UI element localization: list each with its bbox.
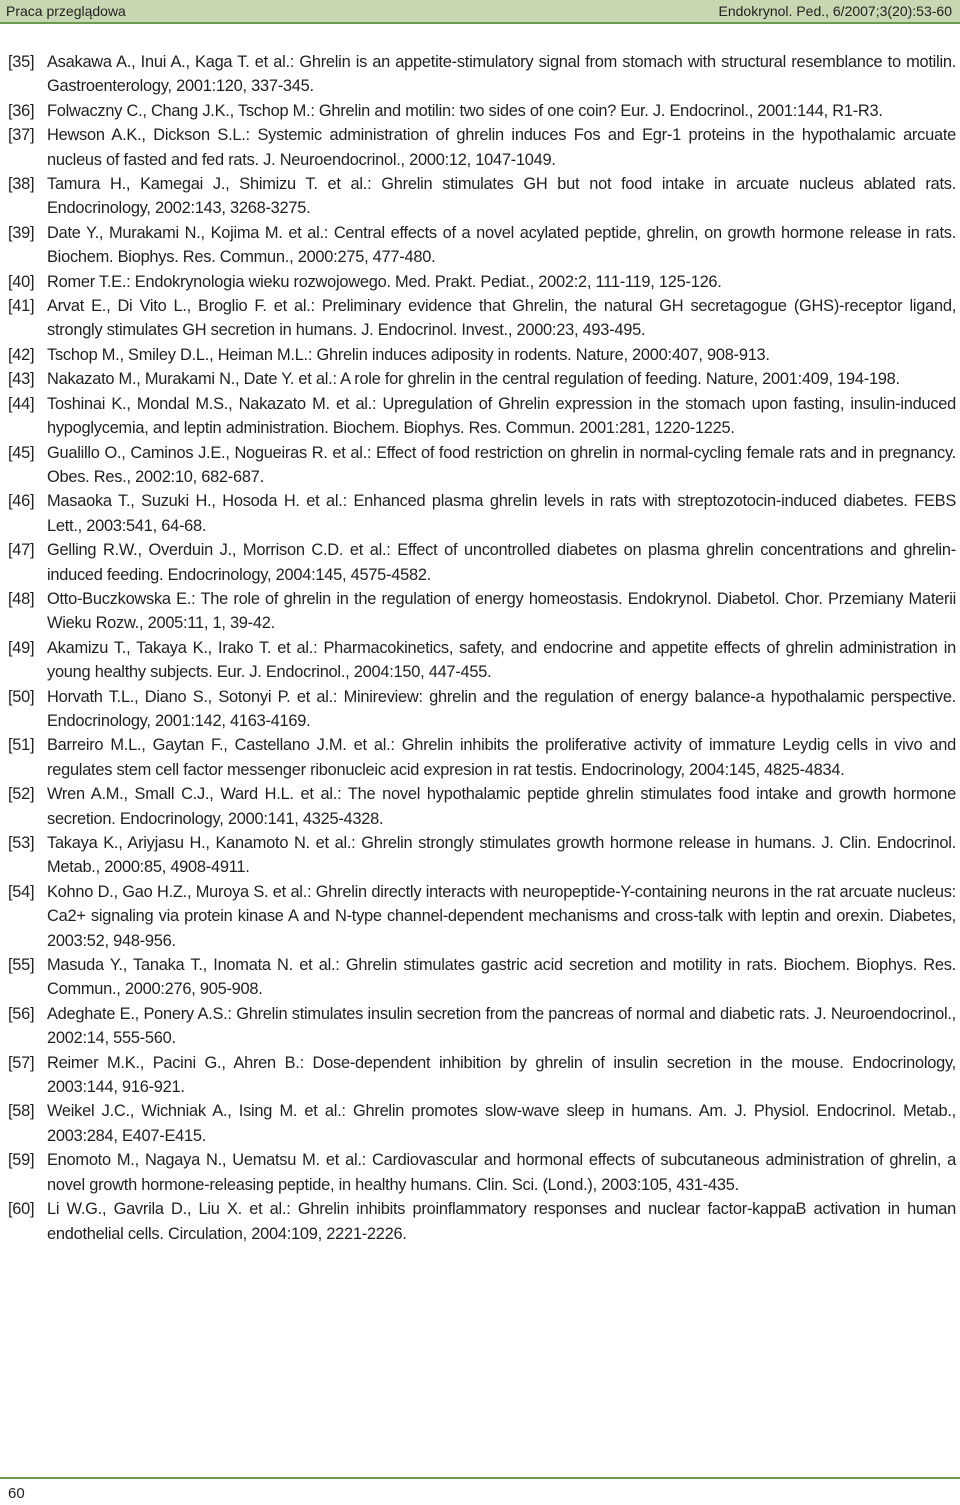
reference-item xyxy=(8,367,956,391)
reference-number: [44] xyxy=(8,394,35,413)
section-label: Praca przeglądowa xyxy=(6,3,126,19)
journal-citation: Endokrynol. Ped., 6/2007;3(20):53-60 xyxy=(718,3,952,19)
reference-item xyxy=(8,99,956,123)
reference-item xyxy=(8,538,956,587)
reference-text: Arvat E., Di Vito L., Broglio F. et al.: Preliminary evidence that Ghrelin, the natural GH secretagogue (GHS)-receptor ligand, strongly stimulates GH secretion in humans. J. Endocrinol. Invest., 2000:23, 493-495. xyxy=(47,297,956,340)
header-rule xyxy=(0,22,960,24)
reference-list xyxy=(8,50,956,1246)
reference-item xyxy=(8,392,956,441)
reference-number: [57] xyxy=(8,1053,35,1072)
reference-number: [38] xyxy=(8,175,35,194)
reference-text: Enomoto M., Nagaya N., Uematsu M. et al.: Cardiovascular and hormonal effects of subcutaneous administration of ghrelin, a novel growth hormone-releasing peptide, in healthy humans. Clin. Sci. (Lond.), 2003:105, 431-435. xyxy=(47,1151,956,1194)
reference-item xyxy=(8,880,956,953)
reference-text: Masuda Y., Tanaka T., Inomata N. et al.: Ghrelin stimulates gastric acid secretion and motility in rats. Biochem. Biophys. Res. Commun., 2000:276, 905-908. xyxy=(47,956,956,999)
reference-text: Folwaczny C., Chang J.K., Tschop M.: Ghrelin and motilin: two sides of one coin? Eur. J. Endocrinol., 2001:144, R1-R3. xyxy=(47,101,883,120)
reference-text: Asakawa A., Inui A., Kaga T. et al.: Ghrelin is an appetite-stimulatory signal from stomach with structural resemblance to motilin. Gastroenterology, 2001:120, 337-345. xyxy=(47,53,956,96)
reference-text: Date Y., Murakami N., Kojima M. et al.: Central effects of a novel acylated peptide, ghrelin, on growth hormone release in rats. Biochem. Biophys. Res. Commun., 2000:275, 477-480. xyxy=(47,223,956,267)
reference-number: [43] xyxy=(8,370,35,389)
reference-item xyxy=(8,489,956,538)
reference-number: [42] xyxy=(8,345,35,364)
reference-text: Weikel J.C., Wichniak A., Ising M. et al.: Ghrelin promotes slow-wave sleep in humans. Am. J. Physiol. Endocrinol. Metab., 2003:284, E407-E415. xyxy=(47,1102,956,1145)
reference-text: Adeghate E., Ponery A.S.: Ghrelin stimulates insulin secretion from the pancreas of normal and diabetic rats. J. Neuroendocrinol., 2002:14, 555-560. xyxy=(47,1004,956,1048)
reference-item xyxy=(8,1051,956,1100)
reference-item xyxy=(8,50,956,99)
reference-text: Romer T.E.: Endokrynologia wieku rozwojowego. Med. Prakt. Pediat., 2002:2, 111-119, 125-126. xyxy=(47,272,722,291)
reference-text: Tamura H., Kamegai J., Shimizu T. et al.: Ghrelin stimulates GH but not food intake in arcuate nucleus ablated rats. Endocrinology, 2002:143, 3268-3275. xyxy=(47,175,956,218)
reference-number: [35] xyxy=(8,53,35,71)
reference-item xyxy=(8,636,956,685)
reference-text: Nakazato M., Murakami N., Date Y. et al.: A role for ghrelin in the central regulation of feeding. Nature, 2001:409, 194-198. xyxy=(47,370,900,389)
reference-text: Wren A.M., Small C.J., Ward H.L. et al.: The novel hypothalamic peptide ghrelin stimulates food intake and growth hormone secretion. Endocrinology, 2000:141, 4325-4328. xyxy=(47,785,956,828)
reference-item xyxy=(8,831,956,880)
reference-item xyxy=(8,123,956,172)
reference-text: Tschop M., Smiley D.L., Heiman M.L.: Ghrelin induces adiposity in rodents. Nature, 2000:407, 908-913. xyxy=(47,345,770,364)
reference-number: [47] xyxy=(8,541,35,560)
reference-item xyxy=(8,270,956,294)
reference-number: [60] xyxy=(8,1200,35,1219)
reference-text: Otto-Buczkowska E.: The role of ghrelin in the regulation of energy homeostasis. Endokrynol. Diabetol. Chor. Przemiany Materii Wieku Rozw., 2005:11, 1, 39-42. xyxy=(47,589,956,633)
reference-number: [40] xyxy=(8,272,35,291)
reference-number: [54] xyxy=(8,882,35,901)
page-number: 60 xyxy=(8,1485,25,1502)
reference-item xyxy=(8,441,956,490)
reference-text: Gualillo O., Caminos J.E., Nogueiras R. et al.: Effect of food restriction on ghrelin in normal-cycling female rats and in pregnancy. Obes. Res., 2002:10, 682-687. xyxy=(47,443,956,486)
reference-number: [39] xyxy=(8,223,35,242)
reference-number: [52] xyxy=(8,785,35,804)
reference-item xyxy=(8,1099,956,1148)
reference-item xyxy=(8,733,956,782)
reference-text: Toshinai K., Mondal M.S., Nakazato M. et al.: Upregulation of Ghrelin expression in the stomach upon fasting, insulin-induced hypoglycemia, and leptin administration. Biochem. Biophys. Res. Commun. 2001:281, 1220-1225. xyxy=(47,394,956,438)
reference-number: [41] xyxy=(8,297,35,316)
running-header xyxy=(0,0,960,22)
reference-number: [51] xyxy=(8,736,35,755)
reference-text: Takaya K., Ariyjasu H., Kanamoto N. et al.: Ghrelin strongly stimulates growth hormone release in humans. J. Clin. Endocrinol. Metab., 2000:85, 4908-4911. xyxy=(47,834,956,877)
reference-text: Barreiro M.L., Gaytan F., Castellano J.M. et al.: Ghrelin inhibits the proliferative activity of immature Leydig cells in vivo and regulates stem cell factor messenger ribonucleic acid expresion in rat testis. Endocrinology, 2004:145, 4825-4834. xyxy=(47,736,956,779)
reference-number: [48] xyxy=(8,589,35,608)
reference-item xyxy=(8,221,956,270)
reference-number: [37] xyxy=(8,126,35,145)
reference-number: [46] xyxy=(8,492,35,511)
footer-rule xyxy=(0,1477,960,1479)
reference-number: [50] xyxy=(8,687,35,706)
reference-text: Kohno D., Gao H.Z., Muroya S. et al.: Ghrelin directly interacts with neuropeptide-Y-containing neurons in the rat arcuate nucleus: Ca2+ signaling via protein kinase A and N-type channel-dependent mechanisms and cross-talk with leptin and orexin. Diabetes, 2003:52, 948-956. xyxy=(47,882,956,950)
reference-text: Gelling R.W., Overduin J., Morrison C.D. et al.: Effect of uncontrolled diabetes on plasma ghrelin concentrations and ghrelin-induced feeding. Endocrinology, 2004:145, 4575-4582. xyxy=(47,541,956,584)
reference-number: [58] xyxy=(8,1102,35,1121)
reference-item xyxy=(8,294,956,343)
reference-number: [59] xyxy=(8,1151,35,1170)
reference-text: Horvath T.L., Diano S., Sotonyi P. et al.: Minireview: ghrelin and the regulation of energy balance-a hypothalamic perspective. Endocrinology, 2001:142, 4163-4169. xyxy=(47,687,956,730)
reference-number: [36] xyxy=(8,101,35,120)
reference-item xyxy=(8,782,956,831)
reference-text: Masaoka T., Suzuki H., Hosoda H. et al.: Enhanced plasma ghrelin levels in rats with streptozotocin-induced diabetes. FEBS Lett., 2003:541, 64-68. xyxy=(47,492,956,535)
reference-number: [56] xyxy=(8,1004,35,1023)
reference-text: Hewson A.K., Dickson S.L.: Systemic administration of ghrelin induces Fos and Egr-1 proteins in the hypothalamic arcuate nucleus of fasted and fed rats. J. Neuroendocrinol., 2000:12, 1047-1049. xyxy=(47,126,956,169)
reference-item xyxy=(8,172,956,221)
reference-number: [53] xyxy=(8,834,35,852)
reference-item xyxy=(8,1197,956,1246)
reference-number: [49] xyxy=(8,638,35,657)
reference-item xyxy=(8,343,956,367)
reference-item xyxy=(8,953,956,1002)
reference-text: Li W.G., Gavrila D., Liu X. et al.: Ghrelin inhibits proinflammatory responses and nuclear factor-kappaB activation in human endothelial cells. Circulation, 2004:109, 2221-2226. xyxy=(47,1200,956,1243)
reference-item xyxy=(8,1002,956,1051)
reference-number: [55] xyxy=(8,956,35,975)
reference-item xyxy=(8,1148,956,1197)
reference-number: [45] xyxy=(8,443,35,462)
reference-item xyxy=(8,685,956,734)
reference-item xyxy=(8,587,956,636)
reference-text: Reimer M.K., Pacini G., Ahren B.: Dose-dependent inhibition by ghrelin of insulin secretion in the mouse. Endocrinology, 2003:144, 916-921. xyxy=(47,1053,956,1097)
reference-text: Akamizu T., Takaya K., Irako T. et al.: Pharmacokinetics, safety, and endocrine and appetite effects of ghrelin administration in young healthy subjects. Eur. J. Endocrinol., 2004:150, 447-455. xyxy=(47,638,956,682)
